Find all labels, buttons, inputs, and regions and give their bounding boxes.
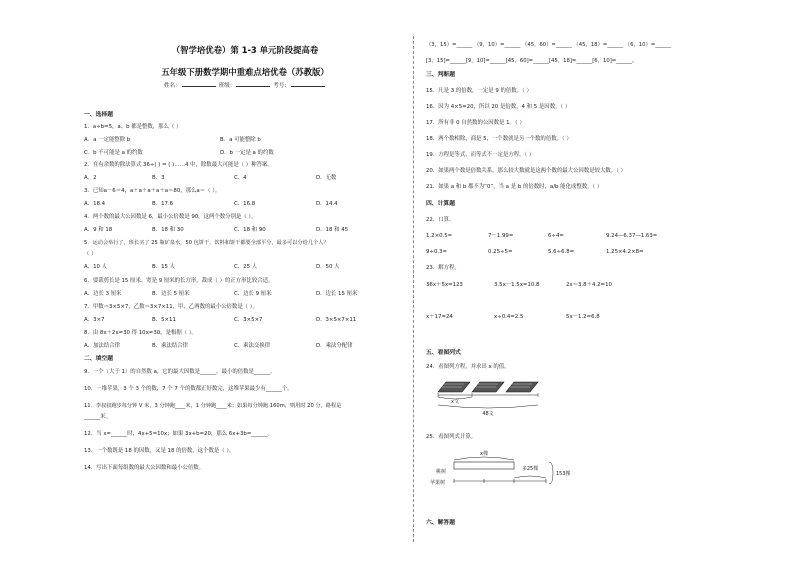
question-11: 11．李叔叔跑步每分钟 V 米，3 分钟跑____米，1 分钟跑____米；如果每分钟跑 160m，则用时 20 分，路程是: [84, 403, 342, 409]
apple-tree-label: 苹果树: [430, 480, 446, 486]
question-10: 10．一堆苹果，3 个 3 个的数，7 个 7 个的数都正好数完，这堆苹果最少有______个。: [84, 386, 293, 392]
question-23: 23．解方程。: [426, 265, 460, 271]
question-16: 16．因为 4×5=20，所以 20 是倍数，4 和 5 是因数。（ ）: [426, 104, 571, 110]
equation-1: 36x＋5x=123: [426, 282, 463, 288]
student-info-row: [84, 81, 406, 89]
calc-1-3: 6÷4=: [548, 233, 564, 239]
q8-option-d[interactable]: D．乘法分配律: [316, 343, 353, 349]
peach-tree-x-label: x棵: [480, 451, 488, 457]
question-6: 6．要裁剪长是 15 厘米、宽是 9 厘米的长方形，裁成（ ）的正方形比较合适。: [84, 278, 274, 284]
q8-option-b[interactable]: B．乘法结合律: [152, 343, 189, 349]
section-choice: 一、选择题: [84, 112, 113, 118]
q6-option-c[interactable]: C．边长 9 厘米: [234, 291, 272, 297]
more-25-label: 多25棵: [521, 466, 539, 472]
question-11-tail: ______米。: [84, 414, 111, 420]
book-1: [438, 382, 470, 392]
q5-option-c[interactable]: C．25 人: [234, 264, 258, 270]
question-8: 8．由 8x＋2x=30 得 10x=30，是根据（ ）。: [84, 330, 197, 336]
question-14: 14．写出下面每组数的最大公因数和最小公倍数。: [84, 465, 205, 471]
q1-option-a[interactable]: A．a 一定能整除 b: [84, 137, 131, 143]
q5-option-b[interactable]: B．15 人: [152, 264, 176, 270]
q7-option-d[interactable]: D．3×5×7×11: [316, 317, 357, 323]
q2-option-c[interactable]: C．4: [234, 175, 247, 181]
question-13: 13．一个数既是 18 的因数，又是 18 的倍数，这个数是（ ）。: [84, 448, 235, 454]
lcm-row: [3，15]=______[9，10]=______[45，60]=______[45，18]=______[6，10]=______。: [426, 58, 638, 64]
question-4: 4．两个数的最大公因数是 6，最小公倍数是 90，这两个数分别是（ ）。: [84, 214, 257, 220]
trees-figure: [428, 448, 578, 494]
book-2: [472, 382, 504, 392]
question-15: 15．凡是 3 的倍数，一定是 9 的倍数。（ ）: [426, 88, 532, 94]
book-price-label: x文: [451, 399, 459, 405]
exam-title: （智学培优卷）第 1-3 单元阶段提高卷: [171, 45, 319, 55]
class-label: 班级：: [218, 83, 236, 89]
name-label: 姓名：: [164, 83, 181, 89]
q5-option-a[interactable]: A．10 人: [84, 264, 108, 270]
question-12: 12．当 x=______时，4x+5=10x；如果 3x+b=20，那么 6x+3b=______。: [84, 431, 273, 437]
exam-subtitle: 五年级下册数学期中重难点培优卷（苏教版）: [161, 67, 329, 77]
question-18: 18．两个数相除，商是 5，一个数就是另一个数的倍数。（ ）: [426, 136, 572, 142]
q6-option-d[interactable]: D．边长 15 厘米: [316, 291, 358, 297]
question-2: 2．在有余数的除法算式 36÷( ) = ( )……4 中，除数最大可能是（ ）种答案。: [84, 162, 273, 168]
calc-2-3: 5.6÷6.8=: [548, 249, 575, 255]
books-total-label: 48文: [482, 411, 494, 417]
question-20: 20．如果两个数是倍数关系，那么较大数就是这两个数的最大公因数是较大数。（ ）: [426, 168, 626, 174]
left-column: [84, 0, 406, 562]
equation-6: 5x－1.2=6.8: [566, 314, 600, 320]
section-judge: 三、判断题: [426, 72, 455, 78]
equation-3: 2x＝3.8＋4.2=10: [566, 282, 612, 288]
id-field[interactable]: [291, 81, 325, 87]
q4-option-d[interactable]: D．18 和 45: [316, 227, 349, 233]
book-3: [506, 382, 538, 392]
id-label: 考号：: [273, 83, 290, 89]
question-1: 1．a÷b=5，a、b 都是整数，那么（ ）: [84, 124, 182, 130]
calc-2-4: 1.25×4.2×8=: [606, 249, 644, 255]
calc-2-1: 9÷0.3=: [426, 249, 448, 255]
q3-option-a[interactable]: A．18.4: [84, 201, 106, 207]
q8-option-c[interactable]: C．乘法交换律: [234, 343, 271, 349]
q2-option-a[interactable]: A．2: [84, 175, 97, 181]
q3-option-b[interactable]: B．17.6: [152, 201, 174, 207]
q4-option-b[interactable]: B．18 和 30: [152, 227, 184, 233]
peach-bar: [454, 462, 514, 469]
q3-option-c[interactable]: C．16.8: [234, 201, 256, 207]
column-divider: [413, 36, 414, 542]
calc-1-4: 9.24—6.37—1.63=: [606, 233, 658, 239]
right-column: [426, 0, 756, 562]
question-24: 24．看图列方程，并求出 x 的值。: [426, 364, 510, 370]
q8-option-a[interactable]: A．加法结合律: [84, 343, 121, 349]
q7-option-a[interactable]: A．3×7: [84, 317, 105, 323]
question-3: 3．已知a－6＝4，a＋a＋a＋a＋a＝80，那么a＝（ ）。: [84, 188, 221, 194]
section-picture: 五、看图列式: [426, 350, 461, 356]
calc-1-2: 7－1.99=: [488, 233, 514, 239]
question-5-bracket: （ ）: [84, 251, 97, 257]
q4-option-a[interactable]: A．9 和 18: [84, 227, 113, 233]
equation-5: x÷0.4=2.5: [494, 314, 524, 320]
equation-2: 3.5x－1.5x=10.8: [494, 282, 540, 288]
name-field[interactable]: [182, 81, 216, 87]
question-5: 5．运动会举行了，班长买了 25 瓶矿泉水，50 包饼干，饮料和饼干都要全部平分，最多可以分给几个人？: [84, 240, 329, 246]
q6-option-a[interactable]: A．边长 3 厘米: [84, 291, 122, 297]
section-answer: 六、解答题: [426, 520, 455, 526]
section-fill: 二、填空题: [84, 356, 113, 362]
peach-tree-label: 桃树: [436, 469, 447, 475]
books-figure: [434, 378, 544, 418]
q1-option-c[interactable]: C．b 不可能是 a 的约数: [84, 150, 143, 156]
q1-option-b[interactable]: B．a 可能整除 b: [220, 137, 261, 143]
q6-option-b[interactable]: B．边长 5 厘米: [152, 291, 190, 297]
q2-option-d[interactable]: D．无数: [316, 175, 337, 181]
q1-option-d[interactable]: D．b 一定是 a 的约数: [220, 150, 274, 156]
question-21: 21．如果 a 和 b 都不为“0”，当 a 是 b 的倍数时，a/b 能化成整数。（ ）: [426, 184, 603, 190]
question-19: 19．方程是等式，而等式不一定是方程。（ ）: [426, 152, 535, 158]
question-17: 17．所有非 0 自然数的公因数是 1。（ ）: [426, 120, 525, 126]
q5-option-d[interactable]: D．50 人: [316, 264, 340, 270]
gcd-row: （3，15）=______ （9，10）=______ （45，60）=______ （45，18）=______ （6，10）=______: [426, 42, 672, 48]
q4-option-c[interactable]: C．18 和 90: [234, 227, 266, 233]
section-calc: 四、计算题: [426, 201, 455, 207]
question-7: 7．甲数＝3×5×7，乙数＝3×7×11，甲、乙两数的最小公倍数是（ ）。: [84, 304, 258, 310]
q2-option-b[interactable]: B．3: [152, 175, 165, 181]
calc-1-1: 1.2×0.5=: [426, 233, 453, 239]
q7-option-b[interactable]: B．5×11: [152, 317, 176, 323]
total-153-label: 153棵: [556, 471, 571, 477]
q7-option-c[interactable]: C．3×5×7: [234, 317, 263, 323]
class-field[interactable]: [236, 81, 270, 87]
calc-2-2: 0.25÷5=: [488, 249, 513, 255]
question-25: 25．看图列式计算。: [426, 434, 476, 440]
q3-option-d[interactable]: D．14.4: [316, 201, 338, 207]
question-22: 22．口算。: [426, 217, 455, 223]
question-9: 9．一个（大于 1）的自然数 a，它的最大因数是______，最小的倍数是______。: [84, 369, 276, 375]
equation-4: x＋17=24: [426, 314, 453, 320]
